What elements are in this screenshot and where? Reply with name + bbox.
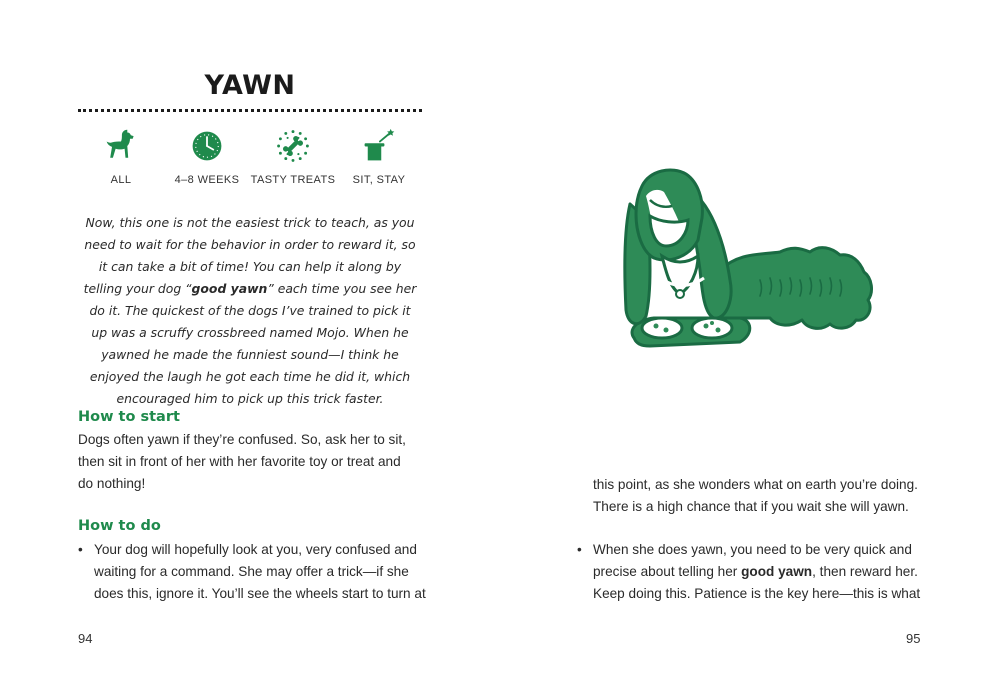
intro-text-start: Now, this one is not the easiest trick to teach, as you need to wait for the behavior in order to reward it, so it can take a bit of time! You can help it along by telling your dog “ [83, 215, 416, 296]
info-label-all: ALL [110, 174, 132, 186]
bone-treat-icon [275, 128, 311, 164]
page-title: YAWN [204, 70, 296, 101]
how-to-do-line-1: Your dog will hopefully look at you, very confused and [94, 542, 417, 557]
yawning-dog-illustration [620, 160, 890, 360]
reward-command-bold: good yawn [741, 564, 813, 579]
intro-text-end: ” each time you see her do it. The quickest of the dogs I’ve trained to pick it up was a scruffy crossbreed named Mojo. When he yawned he made the funniest sound—I think he enjoyed the laugh he got each time he did it, which encouraged him to pick up this trick faster. [89, 281, 417, 406]
how-to-start-line-3: do nothing! [78, 476, 146, 491]
info-label-reward: TASTY TREATS [250, 174, 336, 186]
info-reward [250, 128, 336, 186]
bullet-marker: • [577, 542, 582, 557]
intro-paragraph [80, 212, 420, 410]
how-to-do-line-3: does this, ignore it. You’ll see the wheels start to turn at [94, 586, 426, 601]
dog-icon [103, 128, 139, 164]
info-label-prerequisite: SIT, STAY [352, 174, 406, 186]
reward-line-2 [593, 561, 918, 583]
info-label-duration: 4–8 WEEKS [174, 174, 240, 186]
bullet-marker: • [78, 542, 83, 557]
dotted-divider [78, 109, 422, 112]
page-number-left: 94 [78, 631, 93, 646]
info-prerequisite [336, 128, 422, 186]
how-to-do-line-2: waiting for a command. She may offer a trick—if she [94, 564, 409, 579]
info-all-dogs [78, 128, 164, 186]
how-to-start-line-2: then sit in front of her with her favorite toy or treat and [78, 454, 401, 469]
page-number-right: 95 [906, 631, 921, 646]
clock-icon [189, 128, 225, 164]
continued-line-2: There is a high chance that if you wait she will yawn. [593, 499, 909, 514]
how-to-start-line-1: Dogs often yawn if they’re confused. So, ask her to sit, [78, 432, 406, 447]
continued-line-1: this point, as she wonders what on earth you’re doing. [593, 477, 918, 492]
heading-how-to-do: How to do [78, 518, 161, 534]
magic-hat-icon [361, 128, 397, 164]
info-duration [164, 128, 250, 186]
heading-how-to-start: How to start [78, 409, 180, 425]
reward-line-3: Keep doing this. Patience is the key here—this is what [593, 586, 921, 601]
trick-info-icons [78, 128, 422, 186]
reward-line-1: When she does yawn, you need to be very quick and [593, 542, 912, 557]
intro-command-bold: good yawn [191, 281, 268, 296]
reward-line-2-end: , then reward her. [812, 564, 918, 579]
reward-bullet [577, 539, 937, 609]
reward-line-2-start: precise about telling her [593, 564, 742, 579]
how-to-do-bullet [78, 539, 438, 609]
